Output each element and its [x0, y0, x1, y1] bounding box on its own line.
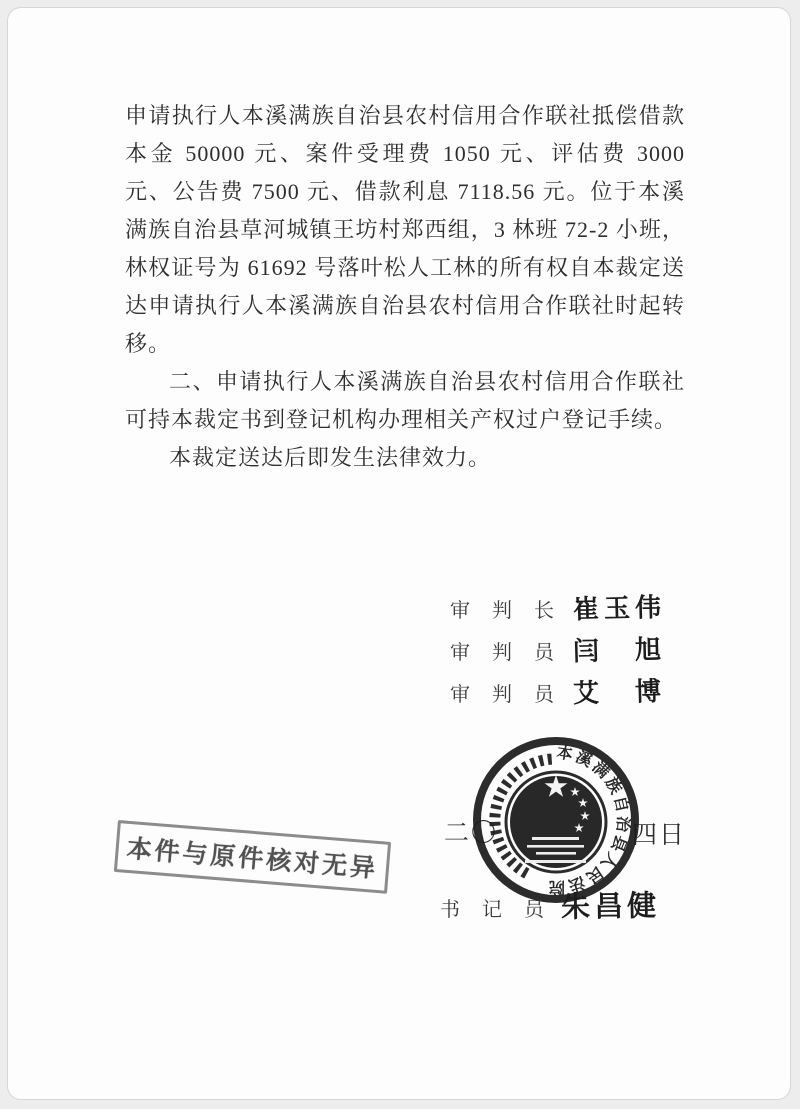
ruling-paragraph-2: 二、申请执行人本溪满族自治县农村信用合作联社可持本裁定书到登记机构办理相关产权过户登记手续。: [125, 369, 685, 432]
date-fragment-left: 二〇: [444, 820, 499, 847]
date-fragment-right: 四日: [632, 822, 687, 849]
presiding-judge-signature: 崔玉伟: [572, 592, 667, 625]
presiding-judge-line: [450, 588, 666, 625]
document-page: [7, 7, 791, 1100]
ruling-paragraph-1: 申请执行人本溪满族自治县农村信用合作联社抵偿借款本金 50000 元、案件受理费 1050 元、评估费 3000 元、公告费 7500 元、借款利息 7118.56 元。位于本溪满族自治县草河城镇王坊村郑西组，3 林班 72-2 小班，林权证号为 61692 号落叶松人工林的所有权自本裁定送达申请执行人本溪满族自治县农村信用合作联社时起转移。: [125, 103, 685, 356]
judge-2-role: 审 判 员: [450, 684, 555, 706]
emblem-gate-line: [532, 837, 579, 840]
ruling-paragraph-3: 本裁定送达后即发生法律效力。: [169, 445, 492, 470]
judge-line-2: [450, 672, 666, 709]
clerk-signature: 朱昌健: [560, 890, 661, 924]
emblem-gate-line: [536, 852, 576, 855]
presiding-judge-role: 审 判 长: [450, 600, 555, 622]
emblem-gate-line: [527, 845, 584, 848]
judge-1-signature: 闫 旭: [572, 634, 667, 667]
judge-line-1: [450, 630, 666, 667]
ruling-body: [125, 97, 685, 477]
verification-stamp: 本件与原件核对无异: [114, 820, 391, 894]
court-seal: [470, 734, 642, 906]
judge-2-signature: 艾 博: [572, 676, 667, 709]
judge-1-role: 审 判 员: [450, 642, 555, 664]
clerk-line: [440, 884, 660, 925]
seal-court-name: 本溪满族自治县人民法院: [546, 744, 632, 896]
emblem-gate-line: [525, 860, 586, 863]
clerk-role: 书 记 员: [440, 899, 545, 921]
